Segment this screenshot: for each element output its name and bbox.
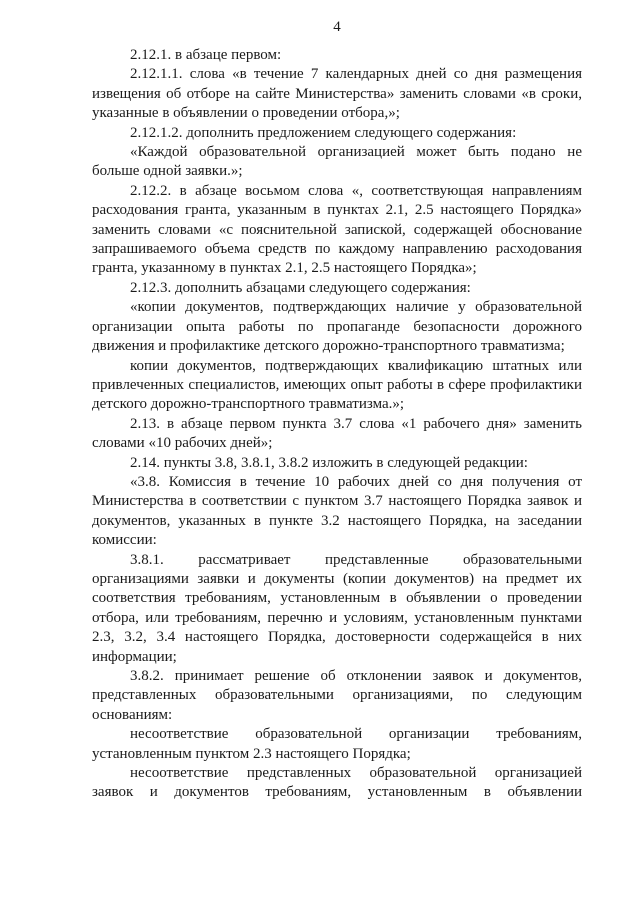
paragraph-quote-one-application: «Каждой образовательной организацией может быть подано не больше одной заявки.»; xyxy=(92,144,582,180)
paragraph-quote-experience-docs: «копии документов, подтверждающих наличие у образовательной организации опыта работы по пропаганде безопасности дорожного движения и профилактике детского дорожно-транспортного травматизма; xyxy=(92,299,582,355)
paragraph-qualification-docs: копии документов, подтверждающих квалификацию штатных или привлеченных специалистов, имеющих опыт работы в сфере профилактики детского дорожно-транспортного травматизма.»; xyxy=(92,357,582,413)
paragraph-2-12-1-1: 2.12.1.1. слова «в течение 7 календарных дней со дня размещения извещения об отборе на сайте Министерства» заменить словами «в сроки, указанные в объявлении о проведении отбора,»; xyxy=(92,66,582,122)
paragraph-3-8-1: 3.8.1. рассматривает представленные образовательными организациями заявки и документы (копии документов) на предмет их соответствия требованиям, установленным в объявлении о проведении отбора, или требованиям, перечню и условиям, установленным пунктами 2.3, 3.2, 3.4 настоящего Порядка, достоверности содержащейся в них информации; xyxy=(92,551,582,665)
page-number: 4 xyxy=(333,19,341,35)
paragraph-3-8-2: 3.8.2. принимает решение об отклонении заявок и документов, представленных образовательными организациями, по следующим основаниям: xyxy=(92,668,582,723)
paragraph-noncompliance-documents: несоответствие представленных образовательной организацией заявок и документов требованиям, установленным в объявлении xyxy=(92,765,582,801)
paragraph-2-14: 2.14. пункты 3.8, 3.8.1, 3.8.2 изложить в следующей редакции: xyxy=(130,454,528,471)
paragraph-2-12-3: 2.12.3. дополнить абзацами следующего содержания: xyxy=(130,279,471,296)
paragraph-2-12-1-2: 2.12.1.2. дополнить предложением следующего содержания: xyxy=(130,124,517,141)
paragraph-2-13: 2.13. в абзаце первом пункта 3.7 слова «1 рабочего дня» заменить словами «10 рабочих дней»; xyxy=(92,415,582,452)
paragraph-2-12-1: 2.12.1. в абзаце первом: xyxy=(130,47,282,63)
document-body xyxy=(92,46,582,803)
paragraph-noncompliance-organization: несоответствие образовательной организации требованиям, установленным пунктом 2.3 настоящего Порядка; xyxy=(92,726,582,762)
paragraph-2-12-2: 2.12.2. в абзаце восьмом слова «, соответствующая направлениям расходования гранта, указанным в пунктах 2.1, 2.5 настоящего Порядка» заменить словами «с пояснительной запиской, содержащей обоснование запрашиваемого объема средств по каждому направлению расходования гранта, указанному в пунктах 2.1, 2.5 настоящего Порядка»; xyxy=(92,182,582,277)
paragraph-3-8: «3.8. Комиссия в течение 10 рабочих дней со дня получения от Министерства в соответствии с пунктом 3.7 настоящего Порядка заявок и документов, указанных в пункте 3.2 настоящего Порядка, на заседании комиссии: xyxy=(92,473,582,549)
